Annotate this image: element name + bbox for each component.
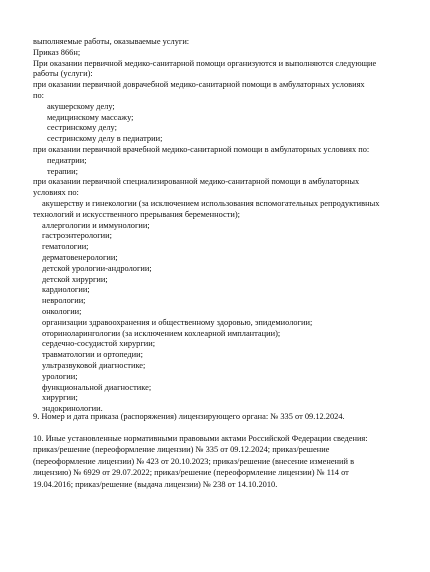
header-line: Приказ 866н; xyxy=(33,47,81,57)
list-item: детской урологии-андрологии; xyxy=(42,263,152,273)
section-heading: по: xyxy=(33,90,44,100)
item-10-line: лицензию) № 6929 от 29.07.2022; приказ/решение (переоформление лицензии) № 114 от xyxy=(33,468,349,478)
item-9-text: 9. Номер и дата приказа (распоряжения) лицензирующего органа: № 335 от 09.12.2024. xyxy=(33,412,345,421)
list-item: урологии; xyxy=(42,371,78,381)
section-heading: при оказании первичной доврачебной медико-санитарной помощи в амбулаторных условиях xyxy=(33,80,365,90)
list-item: медицинскому массажу; xyxy=(47,112,134,122)
section-heading: при оказании первичной врачебной медико-санитарной помощи в амбулаторных условиях по: xyxy=(33,144,370,154)
list-item: дерматовенерологии; xyxy=(42,252,118,262)
header-line: работы (услуги): xyxy=(33,69,93,79)
item-10-line: приказ/решение (переоформление лицензии) № 335 от 09.12.2024; приказ/решение xyxy=(33,445,330,455)
list-item: терапии; xyxy=(47,166,78,176)
list-item: травматологии и ортопедии; xyxy=(42,350,143,360)
item-10-line: 19.04.2016; приказ/решение (выдача лицензии) № 238 от 14.10.2010. xyxy=(33,479,278,489)
section-heading: при оказании первичной специализированной медико-санитарной помощи в амбулаторных xyxy=(33,177,360,187)
list-item: хирургии; xyxy=(42,393,78,403)
list-item: функциональной диагностике; xyxy=(42,382,152,392)
license-activities-block xyxy=(33,37,417,415)
section-heading: условиях по: xyxy=(33,188,79,198)
header-line: При оказании первичной медико-санитарной помощи организуются и выполняются следующие xyxy=(33,58,377,68)
list-item: ультразвуковой диагностике; xyxy=(42,360,146,370)
item-10-line: (переоформление лицензии) № 423 от 20.10.2023; приказ/решение (внесение изменений в xyxy=(33,456,355,466)
other-info-paragraph xyxy=(33,433,405,490)
list-item: акушерству и гинекологии (за исключением использования вспомогательных репродуктивных xyxy=(42,198,380,208)
list-item-continuation: технологий и искусственного прерывания беременности); xyxy=(33,209,240,219)
list-item: аллергологии и иммунологии; xyxy=(42,220,150,230)
list-item: сердечно-сосудистой хирургии; xyxy=(42,339,156,349)
list-item: сестринскому делу; xyxy=(47,123,117,133)
list-item: неврологии; xyxy=(42,296,86,306)
list-item: организации здравоохранения и общественному здоровью, эпидемиологии; xyxy=(42,317,313,327)
header-line: выполняемые работы, оказываемые услуги: xyxy=(33,37,190,46)
list-item: гастроэнтерологии; xyxy=(42,231,112,241)
item-10-line: 10. Иные установленные нормативными правовыми актами Российской Федерации сведения: xyxy=(33,434,368,443)
list-item: гематологии; xyxy=(42,242,89,252)
list-item: педиатрии; xyxy=(47,155,87,165)
list-item: акушерскому делу; xyxy=(47,101,115,111)
list-item: онкологии; xyxy=(42,306,82,316)
list-item: детской хирургии; xyxy=(42,274,108,284)
list-item: кардиологии; xyxy=(42,285,90,295)
list-item: оториноларингологии (за исключением кохлеарной имплантации); xyxy=(42,328,281,338)
order-number-paragraph xyxy=(33,411,405,422)
list-item: эндокринологии. xyxy=(42,404,103,414)
list-item: сестринскому делу в педиатрии; xyxy=(47,134,163,144)
